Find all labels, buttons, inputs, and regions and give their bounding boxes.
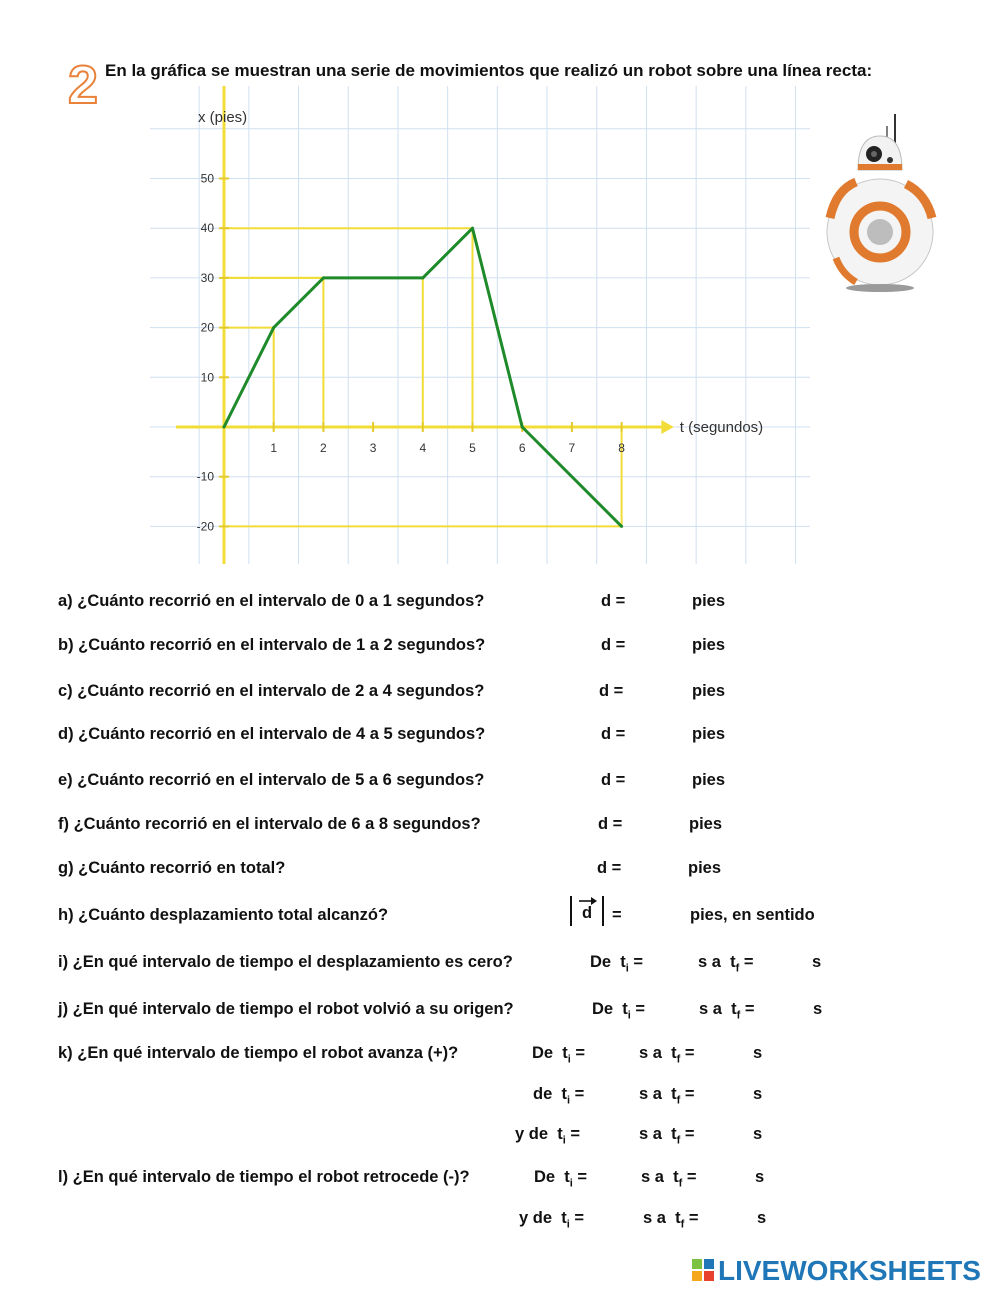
interval-j-unit: s <box>813 1000 823 1018</box>
x-tick-label: 6 <box>518 441 526 455</box>
x-tick-label: 4 <box>419 441 427 455</box>
question-c: c) ¿Cuánto recorrió en el intervalo de 2 a 4 segundos? <box>58 682 485 700</box>
x-tick-label: 7 <box>568 441 576 455</box>
interval-i-start: De $t_i$ = <box>590 953 644 975</box>
answer-label-g: d = <box>597 859 622 877</box>
interval-k1-end: s a $t_f$ = <box>639 1044 695 1066</box>
interval-j-end: s a $t_f$ = <box>699 1000 755 1022</box>
y-tick-label: 40 <box>200 221 214 236</box>
interval-l1-end: s a $t_f$ = <box>641 1168 697 1190</box>
interval-k2-start: de $t_i$ = <box>533 1085 585 1107</box>
interval-k1-start: De $t_i$ = <box>532 1044 586 1066</box>
interval-l1-unit: s <box>755 1168 765 1186</box>
data-point <box>322 276 325 279</box>
question-d: d) ¿Cuánto recorrió en el intervalo de 4 a 5 segundos? <box>58 725 486 743</box>
data-point <box>272 326 275 329</box>
interval-j-start: De $t_i$ = <box>592 1000 646 1022</box>
interval-k1-unit: s <box>753 1044 763 1062</box>
question-f: f) ¿Cuánto recorrió en el intervalo de 6 a 8 segundos? <box>58 815 481 833</box>
equals-h: = <box>612 906 622 924</box>
interval-l2-unit: s <box>757 1209 767 1227</box>
y-tick-label: 30 <box>200 270 214 285</box>
logo-text: LIVEWORKSHEETS <box>718 1255 981 1286</box>
data-point <box>223 426 226 429</box>
interval-i-unit: s <box>812 953 822 971</box>
interval-l2-end: s a $t_f$ = <box>643 1209 699 1231</box>
question-a: a) ¿Cuánto recorrió en el intervalo de 0 a 1 segundos? <box>58 592 485 610</box>
unit-c: pies <box>692 682 726 700</box>
data-point <box>521 426 524 429</box>
unit-h: pies, en sentido <box>690 906 815 924</box>
answer-label-e: d = <box>601 771 626 789</box>
y-tick-label: 50 <box>200 171 214 186</box>
interval-l1-start: De $t_i$ = <box>534 1168 588 1190</box>
unit-f: pies <box>689 815 723 833</box>
interval-k2-unit: s <box>753 1085 763 1103</box>
unit-e: pies <box>692 771 726 789</box>
question-b: b) ¿Cuánto recorrió en el intervalo de 1 a 2 segundos? <box>58 636 486 654</box>
abs-bar-right <box>602 896 604 926</box>
interval-l2-start: y de $t_i$ = <box>519 1209 584 1231</box>
position-time-graph <box>150 84 812 566</box>
x-axis-arrow-icon <box>661 420 673 434</box>
abs-bar-left <box>570 896 572 926</box>
y-tick-label: -20 <box>196 519 214 534</box>
answer-label-b: d = <box>601 636 626 654</box>
y-axis-label: x (pies) <box>198 109 248 126</box>
unit-d: pies <box>692 725 726 743</box>
data-point <box>421 276 424 279</box>
x-axis-label: t (segundos) <box>679 419 764 436</box>
interval-k3-start: y de $t_i$ = <box>515 1125 580 1147</box>
y-tick-label: -10 <box>196 469 214 484</box>
intro-text: En la gráfica se muestran una serie de movimientos que realizó un robot sobre una línea recta: <box>105 61 873 80</box>
y-tick-label: 10 <box>200 370 214 385</box>
unit-b: pies <box>692 636 726 654</box>
interval-k3-unit: s <box>753 1125 763 1143</box>
interval-k3-end: s a $t_f$ = <box>639 1125 695 1147</box>
exercise-number: 2 <box>68 55 99 115</box>
question-j: j) ¿En qué intervalo de tiempo el robot volvió a su origen? <box>58 1000 514 1018</box>
question-e: e) ¿Cuánto recorrió en el intervalo de 5 a 6 segundos? <box>58 771 485 789</box>
interval-k2-end: s a $t_f$ = <box>639 1085 695 1107</box>
x-tick-label: 8 <box>618 441 625 455</box>
vector-d: d <box>582 904 593 922</box>
interval-i-end: s a $t_f$ = <box>698 953 754 975</box>
answer-label-f: d = <box>598 815 623 833</box>
answer-label-c: d = <box>599 682 624 700</box>
data-point <box>620 525 623 528</box>
question-l: l) ¿En qué intervalo de tiempo el robot retrocede (-)? <box>58 1168 470 1186</box>
unit-g: pies <box>688 859 722 877</box>
x-tick-label: 1 <box>270 441 278 455</box>
answer-label-d: d = <box>601 725 626 743</box>
x-tick-label: 3 <box>369 441 377 455</box>
data-point <box>471 227 474 230</box>
x-tick-label: 5 <box>469 441 476 455</box>
unit-a: pies <box>692 592 726 610</box>
y-tick-label: 20 <box>200 320 214 335</box>
robot-image <box>822 108 940 294</box>
question-i: i) ¿En qué intervalo de tiempo el desplazamiento es cero? <box>58 953 513 971</box>
question-k: k) ¿En qué intervalo de tiempo el robot avanza (+)? <box>58 1044 459 1062</box>
x-tick-label: 2 <box>320 441 327 455</box>
question-h: h) ¿Cuánto desplazamiento total alcanzó? <box>58 906 389 924</box>
logo-badge-icon <box>692 1259 714 1281</box>
displacement-magnitude <box>568 896 608 926</box>
question-g: g) ¿Cuánto recorrió en total? <box>58 859 286 877</box>
answer-label-a: d = <box>601 592 626 610</box>
